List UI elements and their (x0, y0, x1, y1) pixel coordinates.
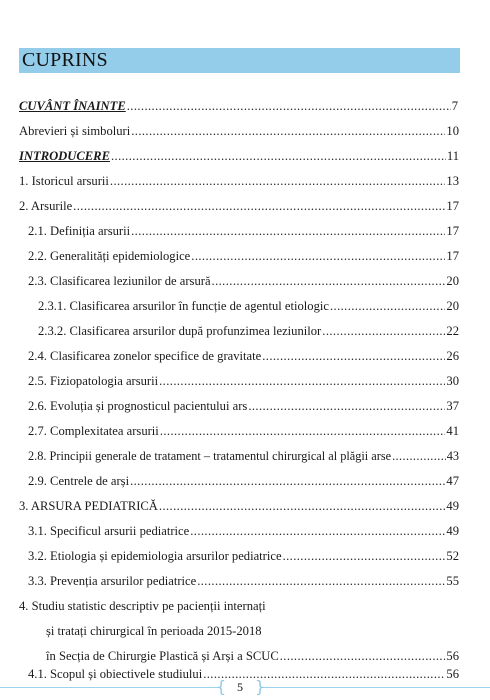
dot-leader (160, 422, 446, 440)
toc-entry-label: 4.1. Scopul și obiectivele studiului (28, 667, 203, 681)
toc-entry[interactable] (19, 497, 459, 515)
toc-entry[interactable] (28, 472, 459, 490)
toc-entry-label: 2.7. Complexitatea arsurii (28, 424, 159, 438)
toc-entry-page: 13 (446, 174, 459, 188)
toc-entry[interactable] (19, 122, 459, 140)
footer-rule-left (0, 687, 218, 688)
dot-leader (130, 472, 445, 490)
toc-entry[interactable] (28, 397, 459, 415)
toc-entry-page: 49 (446, 499, 459, 513)
toc-entry-page: 56 (446, 667, 459, 681)
dot-leader (280, 647, 446, 665)
toc-entry-page: 41 (446, 424, 459, 438)
toc-entry[interactable] (28, 572, 459, 590)
toc-entry-label: 2.8. Principii generale de tratament – tratamentul chirurgical al plăgii arse (28, 449, 392, 463)
toc-entry[interactable] (38, 297, 459, 315)
toc-entry-page: 52 (446, 549, 459, 563)
toc-entry-page: 30 (446, 374, 459, 388)
toc-entry-page: 43 (446, 449, 459, 463)
toc-entry-page: 20 (446, 299, 459, 313)
toc-entry[interactable] (28, 272, 459, 290)
toc-entry-page: 17 (446, 199, 459, 213)
toc-entry[interactable] (28, 422, 459, 440)
toc-entry-label: 1. Istoricul arsurii (19, 174, 109, 188)
toc-entry-label: 2.6. Evoluția și prognosticul pacientului ars (28, 399, 248, 413)
toc-entry-label: 2.1. Definiția arsurii (28, 224, 131, 238)
toc-entry-page: 11 (446, 149, 459, 163)
toc-entry-label: INTRODUCERE (19, 149, 110, 163)
toc-entry-page: 37 (446, 399, 459, 413)
toc-entry-page: 20 (446, 274, 459, 288)
toc-entry[interactable] (19, 172, 459, 190)
toc-entry-label: 2.3.2. Clasificarea arsurilor după profunzimea leziunilor (38, 324, 322, 338)
toc-entry-label[interactable]: 4. Studiu statistic descriptiv pe pacienții internați (19, 599, 266, 613)
toc-entry[interactable] (46, 647, 459, 665)
toc-entry-label: 2.5. Fiziopatologia arsurii (28, 374, 159, 388)
page-number: 5 (237, 680, 243, 694)
toc-entry-page: 7 (451, 99, 458, 113)
toc-entry[interactable] (19, 197, 459, 215)
dot-leader (191, 247, 445, 265)
toc-entry[interactable] (38, 322, 459, 340)
toc-entry[interactable] (28, 347, 459, 365)
dot-leader (330, 297, 445, 315)
toc-entry-label: 2.3. Clasificarea leziunilor de arsură (28, 274, 211, 288)
toc-entry-label: 3.1. Specificul arsurii pediatrice (28, 524, 190, 538)
toc-entry-label: 3. ARSURA PEDIATRICĂ (19, 499, 158, 513)
dot-leader (73, 197, 445, 215)
dot-leader (111, 147, 446, 165)
toc-entry-label: Abrevieri și simboluri (19, 124, 131, 138)
dot-leader (159, 372, 445, 390)
dot-leader (127, 97, 451, 115)
toc-heading: CUPRINS (22, 49, 108, 71)
dot-leader (197, 572, 445, 590)
toc-entry[interactable] (28, 447, 459, 465)
toc-entry-page: 10 (446, 124, 459, 138)
toc-entry-page: 17 (446, 249, 459, 263)
toc-entry[interactable] (28, 547, 459, 565)
toc-entry[interactable] (28, 372, 459, 390)
toc-entry-label: 2. Arsurile (19, 199, 73, 213)
dot-leader (159, 497, 446, 515)
toc-entry-page: 55 (446, 574, 459, 588)
toc-entry[interactable] (19, 97, 458, 115)
dot-leader (322, 322, 445, 340)
footer-rule-right (262, 687, 490, 688)
right-brace-ornament: } (255, 677, 266, 696)
toc-entry-page: 22 (446, 324, 459, 338)
toc-entry-label: 2.2. Generalități epidemiologice (28, 249, 191, 263)
toc-entry-page: 56 (446, 649, 459, 663)
dot-leader (283, 547, 446, 565)
toc-entry-label: 3.3. Prevenția arsurilor pediatrice (28, 574, 197, 588)
toc-entry-label: 2.4. Clasificarea zonelor specifice de gravitate (28, 349, 262, 363)
toc-entry-page: 26 (446, 349, 459, 363)
dot-leader (262, 347, 445, 365)
dot-leader (212, 272, 446, 290)
toc-entry-label: 2.3.1. Clasificarea arsurilor în funcție de agentul etiologic (38, 299, 329, 313)
toc-entry[interactable] (28, 247, 459, 265)
toc-entry[interactable] (28, 522, 459, 540)
toc-entry-label: 2.9. Centrele de arși (28, 474, 130, 488)
toc-entry-label: CUVÂNT ÎNAINTE (19, 99, 126, 113)
toc-entry[interactable] (19, 147, 459, 165)
dot-leader (131, 222, 445, 240)
dot-leader (131, 122, 445, 140)
toc-entry-page: 47 (446, 474, 459, 488)
toc-entry[interactable] (28, 222, 459, 240)
dot-leader (392, 447, 446, 465)
toc-entry-label: 3.2. Etiologia și epidemiologia arsurilor pediatrice (28, 549, 282, 563)
dot-leader (248, 397, 445, 415)
dot-leader (190, 522, 445, 540)
toc-entry-label: în Secția de Chirurgie Plastică și Arși a SCUC (46, 649, 279, 663)
toc-entry-label[interactable]: și tratați chirurgical în perioada 2015-2018 (46, 624, 262, 638)
dot-leader (110, 172, 446, 190)
toc-entry-page: 17 (446, 224, 459, 238)
left-brace-ornament: { (216, 677, 227, 696)
toc-entry-page: 49 (446, 524, 459, 538)
